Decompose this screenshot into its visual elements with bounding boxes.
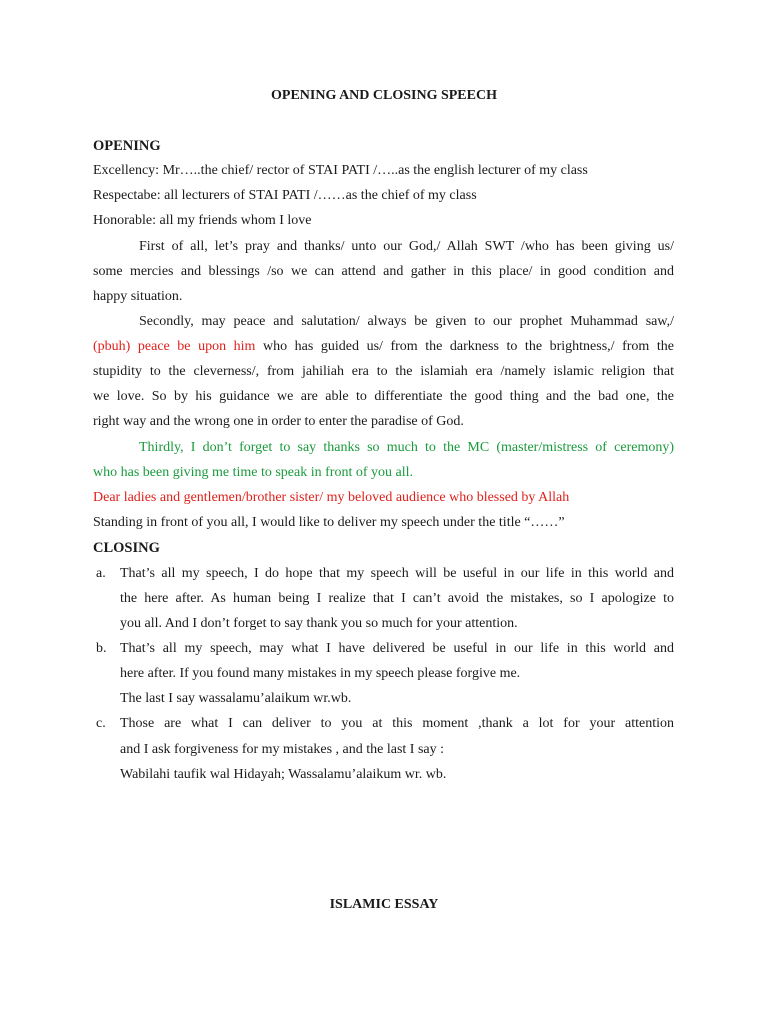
list-marker: a. [96, 566, 106, 581]
list-item-line: The last I say wassalamu’alaikum wr.wb. [120, 691, 352, 706]
footer-title: ISLAMIC ESSAY [329, 897, 439, 912]
paragraph-line [93, 339, 674, 355]
list-item-line: here after. If you found many mistakes in my speech please forgive me. [120, 666, 521, 681]
audience-greeting: Dear ladies and gentlemen/brother sister/ my beloved audience who blessed by Allah [93, 490, 570, 505]
list-item-line: the here after. As human being I realize that I can’t avoid the mistakes, so I apologize to [120, 591, 674, 606]
paragraph-line: First of all, let’s pray and thanks/ unto our God,/ Allah SWT /who has been giving us/ [139, 239, 674, 254]
list-item-line: That’s all my speech, I do hope that my speech will be useful in our life in this world and [120, 566, 674, 581]
list-item-line: you all. And I don’t forget to say thank you so much for your attention. [120, 616, 518, 631]
paragraph-line: some mercies and blessings /so we can attend and gather in this place/ in good condition and [93, 264, 674, 279]
mc-thanks-line: who has been giving me time to speak in front of you all. [93, 465, 413, 480]
closing-heading: CLOSING [93, 540, 160, 556]
paragraph-line: Secondly, may peace and salutation/ always be given to our prophet Muhammad saw,/ [139, 314, 674, 329]
pbuh-highlight: (pbuh) peace be upon him [93, 339, 256, 354]
mc-thanks-line: Thirdly, I don’t forget to say thanks so much to the MC (master/mistress of ceremony) [139, 440, 674, 455]
document-title: OPENING AND CLOSING SPEECH [271, 88, 497, 103]
list-item-line: Those are what I can deliver to you at this moment ,thank a lot for your attention [120, 716, 674, 731]
opening-line: Respectabe: all lecturers of STAI PATI /……as the chief of my class [93, 188, 477, 203]
standing-line: Standing in front of you all, I would like to deliver my speech under the title “……” [93, 515, 565, 530]
paragraph-line: right way and the wrong one in order to enter the paradise of God. [93, 414, 464, 429]
opening-heading: OPENING [93, 138, 161, 154]
list-marker: b. [96, 641, 107, 656]
list-item-line: That’s all my speech, may what I have delivered be useful in our life in this world and [120, 641, 674, 656]
paragraph-line: stupidity to the cleverness/, from jahiliah era to the islamiah era /namely islamic religion that [93, 364, 674, 379]
list-item-line: and I ask forgiveness for my mistakes , and the last I say : [120, 742, 445, 757]
opening-line: Excellency: Mr…..the chief/ rector of STAI PATI /…..as the english lecturer of my class [93, 163, 588, 178]
opening-line: Honorable: all my friends whom I love [93, 213, 312, 228]
list-marker: c. [96, 716, 106, 731]
paragraph-line: we love. So by his guidance we are able to differentiate the good thing and the bad one, the [93, 389, 674, 404]
paragraph-line: happy situation. [93, 289, 183, 304]
list-item-line: Wabilahi taufik wal Hidayah; Wassalamu’alaikum wr. wb. [120, 767, 447, 782]
paragraph-text: who has guided us/ from the darkness to the brightness,/ from the [255, 339, 674, 354]
